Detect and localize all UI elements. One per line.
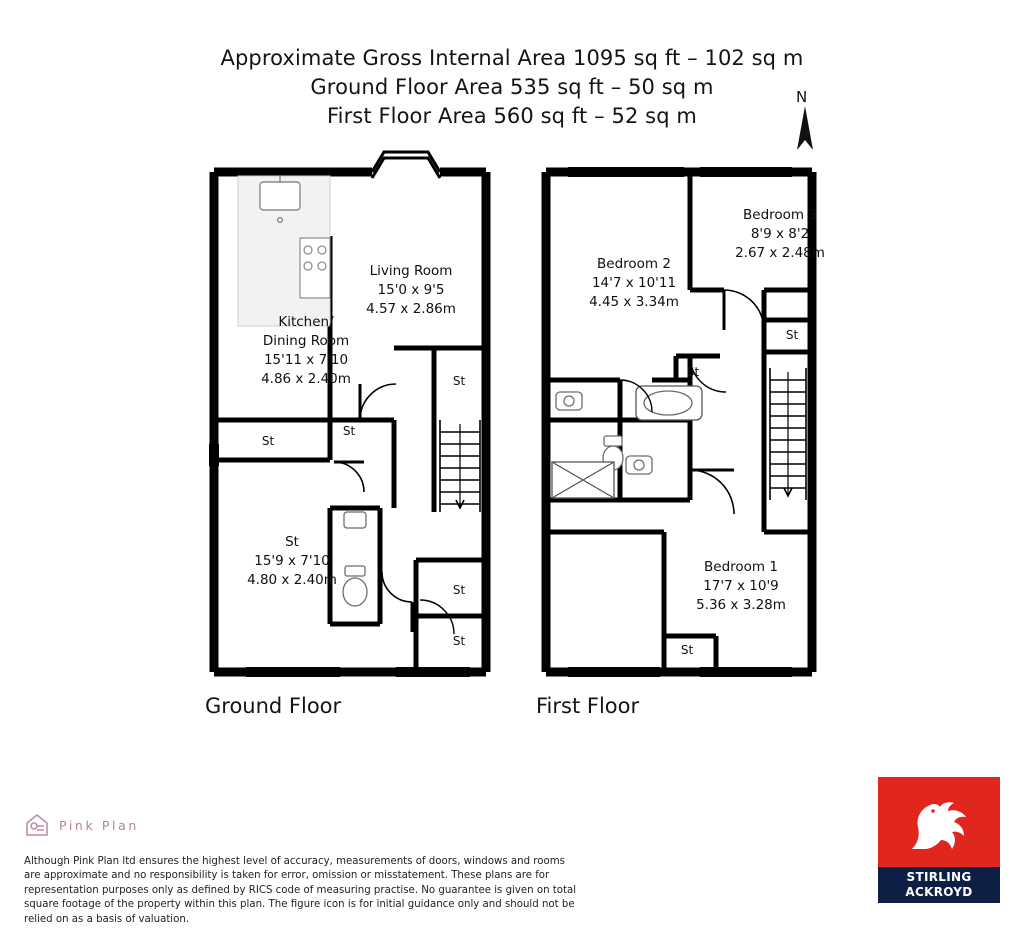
north-label: N (796, 88, 808, 106)
room-label-bedroom-1 (653, 558, 829, 615)
pink-plan-house-icon (24, 812, 50, 838)
first-floor-area-line: First Floor Area 560 sq ft – 52 sq m (326, 104, 697, 128)
room-label-living-room (336, 262, 486, 319)
ground-store-name: St (285, 534, 299, 550)
ground-store-metric: 4.80 x 2.40m (247, 572, 337, 588)
pink-plan-label: Pink Plan (59, 817, 139, 833)
store-label-ground-left: St (261, 434, 275, 448)
room-label-ground-store (204, 533, 380, 590)
bedroom1-name: Bedroom 1 (704, 559, 778, 575)
bedroom2-imperial: 14'7 x 10'11 (591, 275, 677, 291)
store-label-first-top-right: St (785, 328, 799, 342)
disclaimer-text: Although Pink Plan ltd ensures the highest level of accuracy, measurements of doors, windows and rooms are approximate and no responsibility is taken for error, omission or misstatement. These plans are for representation purposes only as defined by RICS code of measuring practise. No guarantee is given on total square footage of the property within this plan. The figure icon is for initial guidance only and should not be relied on as a basis of valuation. (24, 856, 577, 925)
pink-plan-logo (24, 812, 139, 838)
kitchen-name-line1: Kitchen/ (278, 314, 334, 330)
living-room-imperial: 15'0 x 9'5 (377, 282, 445, 298)
store-label-first-bedroom1: St (680, 643, 694, 657)
bedroom3-imperial: 8'9 x 8'2 (750, 226, 810, 242)
kitchen-name-line2: Dining Room (262, 333, 350, 349)
bedroom2-metric: 4.45 x 3.34m (589, 294, 679, 310)
ground-store-imperial: 15'9 x 7'10 (254, 553, 330, 569)
store-label-first-landing: St (686, 365, 700, 379)
store-label-ground-lower-right-1: St (452, 583, 466, 597)
kitchen-imperial: 15'11 x 7'10 (263, 352, 349, 368)
bedroom3-metric: 2.67 x 2.48m (735, 245, 825, 261)
store-label-ground-upper-right: St (452, 374, 466, 388)
bedroom1-imperial: 17'7 x 10'9 (703, 578, 779, 594)
first-floor-caption: First Floor (536, 694, 640, 718)
bedroom1-metric: 5.36 x 3.28m (696, 597, 786, 613)
agent-name (878, 867, 1000, 903)
store-label-ground-lower-right-2: St (452, 634, 466, 648)
agent-name-line2: ACKROYD (905, 885, 973, 899)
griffin-icon (900, 791, 980, 861)
kitchen-metric: 4.86 x 2.40m (261, 371, 351, 387)
living-room-name: Living Room (369, 263, 453, 279)
ground-floor-caption: Ground Floor (205, 694, 342, 718)
agent-name-line1: STIRLING (906, 870, 972, 884)
room-label-bedroom-2 (545, 255, 723, 312)
bedroom3-name: Bedroom 3 (743, 207, 817, 223)
room-label-kitchen-dining (221, 313, 391, 389)
living-room-metric: 4.57 x 2.86m (366, 301, 456, 317)
ground-floor-area-line: Ground Floor Area 535 sq ft – 50 sq m (310, 75, 714, 99)
store-label-ground-hall: St (342, 424, 356, 438)
gross-internal-area-line: Approximate Gross Internal Area 1095 sq ft – 102 sq m (220, 46, 804, 70)
stirling-ackroyd-logo (878, 777, 1000, 903)
bedroom2-name: Bedroom 2 (597, 256, 671, 272)
